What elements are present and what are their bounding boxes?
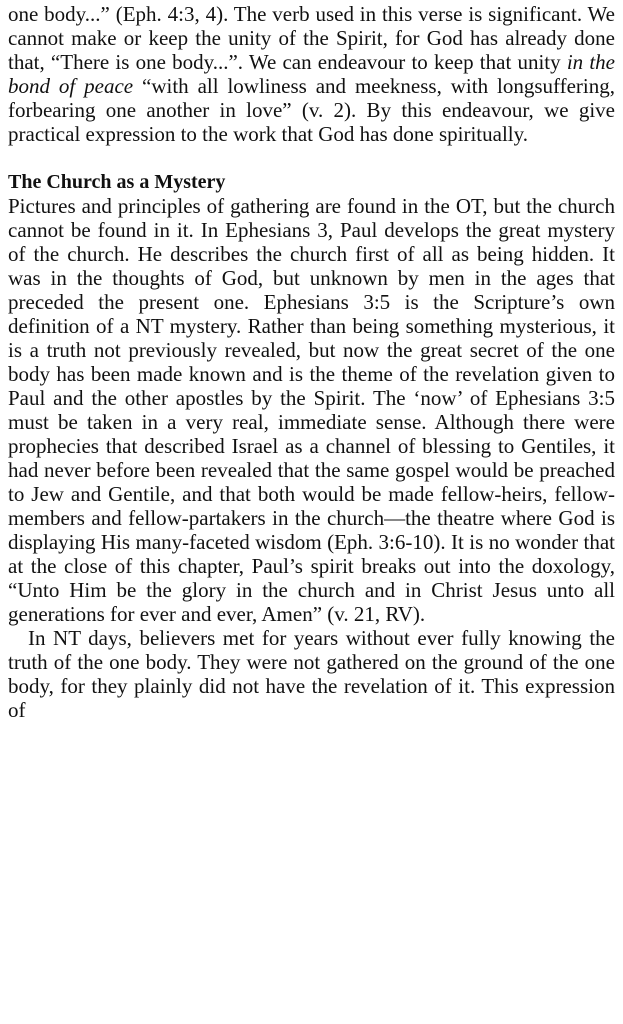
body-paragraph-1 (8, 2, 615, 146)
paragraph-1-text-start: one body...” (Eph. 4:3, 4). The verb used in this verse is significant. We cannot make or keep the unity of the Spirit, for God has already done that, “There is one body...”. We can endeavour to keep that unity (8, 2, 615, 74)
body-paragraph-3: In NT days, believers met for years without ever fully knowing the truth of the one body. They were not gathered on the ground of the one body, for they plainly did not have the revelation of it. This expression of (8, 626, 615, 722)
paragraph-1-text-end: “with all lowliness and meekness, with longsuffering, forbearing one another in love” (v. 2). By this endeavour, we give practical expression to the work that God has done spiritually. (8, 74, 615, 146)
body-paragraph-2: Pictures and principles of gathering are found in the OT, but the church cannot be found in it. In Ephesians 3, Paul develops the great mystery of the church. He describes the church first of all as being hidden. It was in the thoughts of God, but unknown by men in the ages that preceded the present one. Ephesians 3:5 is the Scripture’s own definition of a NT mystery. Rather than being something mysterious, it is a truth not previously revealed, but now the great secret of the one body has been made known and is the theme of the revelation given to Paul and the other apostles by the Spirit. The ‘now’ of Ephesians 3:5 must be taken in a very real, immediate sense. Although there were prophecies that described Israel as a channel of blessing to Gentiles, it had never before been revealed that the same gospel would be preached to Jew and Gentile, and that both would be made fellow-heirs, fellow-members and fellow-partakers in the church—the theatre where God is displaying His many-faceted wisdom (Eph. 3:6-10). It is no wonder that at the close of this chapter, Paul’s spirit breaks out into the doxology, “Unto Him be the glory in the church and in Christ Jesus unto all generations for ever and ever, Amen” (v. 21, RV). (8, 194, 615, 626)
paragraph-1-emphasis: in the bond of peace (8, 50, 615, 98)
section-heading: The Church as a Mystery (8, 171, 226, 193)
document-page (8, 0, 615, 722)
